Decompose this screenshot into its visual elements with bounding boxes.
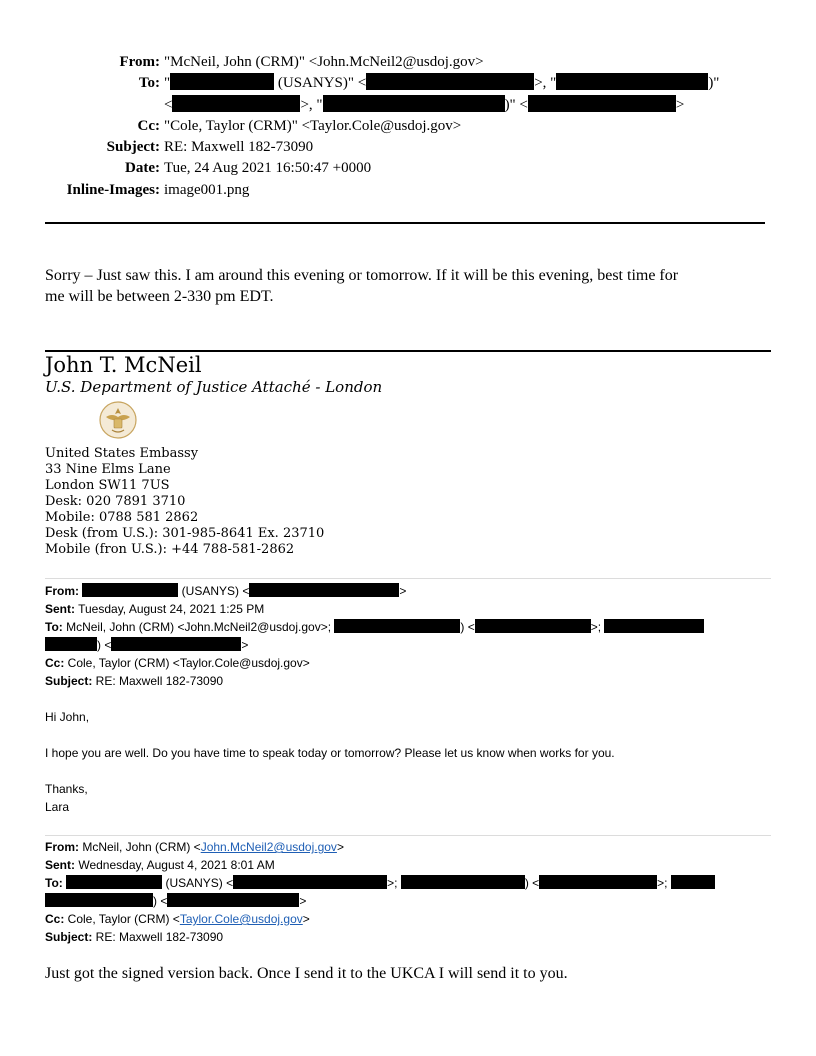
quoted-to-row (45, 874, 771, 892)
redaction-bar (539, 875, 657, 889)
to-text: (USANYS)" < (274, 75, 367, 92)
redaction-bar (556, 73, 708, 90)
header-cc-row (0, 116, 816, 137)
from-value: "McNeil, John (CRM)" <John.McNeil2@usdoj.gov> (164, 54, 484, 70)
quoted-to-text: >; (657, 876, 671, 890)
date-value: Tue, 24 Aug 2021 16:50:47 +0000 (164, 160, 372, 177)
message-line: Sorry – Just saw this. I am around this evening or tomorrow. If it will be this evening, best time for (45, 267, 679, 284)
quoted-cc-label: Cc: (45, 656, 65, 670)
address-line: Desk (from U.S.): 301-985-8641 Ex. 23710 (45, 526, 325, 541)
header-to-row-continued (0, 95, 816, 116)
quoted-to-text: ) < (153, 894, 168, 908)
to-value-line1 (164, 73, 719, 94)
quote-divider (45, 578, 771, 579)
to-text: >, " (300, 96, 323, 113)
header-date-row (0, 158, 816, 179)
redaction-bar (249, 583, 399, 597)
redaction-bar (82, 583, 178, 597)
quoted-from-text: > (336, 840, 344, 854)
quoted-subject-value: RE: Maxwell 182-73090 (92, 930, 224, 944)
quoted-to-text: McNeil, John (CRM) <John.McNeil2@usdoj.gov>; (62, 620, 335, 634)
signature-divider (45, 350, 771, 352)
redaction-bar (671, 875, 715, 889)
redaction-bar (66, 875, 162, 889)
redaction-bar (475, 619, 591, 633)
quoted-to-label: To: (45, 620, 63, 634)
email-header (0, 52, 816, 201)
redaction-bar (366, 73, 534, 90)
redaction-bar (170, 73, 274, 90)
redaction-bar (401, 875, 525, 889)
address-line: London SW11 7US (45, 478, 170, 493)
quoted-to-row (45, 618, 771, 636)
redaction-bar (233, 875, 387, 889)
quoted-from-row (45, 838, 771, 856)
address-line: Desk: 020 7891 3710 (45, 494, 186, 509)
quoted-to-text: >; (387, 876, 401, 890)
header-divider (45, 222, 765, 224)
cc-email-link[interactable]: Taylor.Cole@usdoj.gov (179, 912, 303, 926)
quoted-body: I hope you are well. Do you have time to speak today or tomorrow? Please let us know when works for you. (45, 746, 615, 760)
to-text: > (675, 96, 685, 113)
quoted-closing: Thanks, (45, 782, 88, 796)
quoted-message-2 (45, 838, 771, 946)
inline-images-value: image001.png (164, 181, 250, 198)
quoted-subject-label: Subject: (45, 674, 93, 688)
redaction-bar (172, 95, 300, 112)
quoted-to-row-continued (45, 636, 771, 654)
signature-address (45, 446, 324, 558)
address-line: United States Embassy (45, 446, 199, 461)
quoted-to-text: ) < (524, 876, 540, 890)
redaction-bar (45, 637, 97, 651)
quoted-from-text: > (399, 584, 407, 598)
subject-value: RE: Maxwell 182-73090 (164, 139, 314, 156)
signature-title: U.S. Department of Justice Attaché - London (45, 378, 383, 396)
quoted-cc-value: Cole, Taylor (CRM) <Taylor.Cole@usdoj.gov> (64, 656, 310, 670)
redaction-bar (528, 95, 676, 112)
redaction-bar (45, 893, 153, 907)
quote-divider (45, 835, 771, 836)
address-line: Mobile (fron U.S.): +44 788-581-2862 (45, 542, 295, 557)
redaction-bar (167, 893, 299, 907)
inline-images-label: Inline-Images: (66, 181, 160, 198)
sender-email-link[interactable]: John.McNeil2@usdoj.gov (200, 840, 337, 854)
header-from-row (0, 52, 816, 73)
redaction-bar (323, 95, 505, 112)
quoted-signoff: Lara (45, 800, 70, 814)
quoted-sent-value: Wednesday, August 4, 2021 8:01 AM (75, 858, 275, 872)
quoted-message-1 (45, 582, 771, 816)
date-label: Date: (125, 160, 160, 177)
quoted-subject-row (45, 672, 771, 690)
quoted-subject-value: RE: Maxwell 182-73090 (92, 674, 224, 688)
redaction-bar (604, 619, 704, 633)
quoted-from-text: McNeil, John (CRM) < (79, 840, 201, 854)
address-line: Mobile: 0788 581 2862 (45, 510, 199, 525)
quoted-sent-row (45, 600, 771, 618)
quoted-cc-label: Cc: (45, 912, 65, 926)
cc-value: "Cole, Taylor (CRM)" <Taylor.Cole@usdoj.gov> (164, 117, 462, 134)
header-subject-row (0, 137, 816, 158)
quoted-sent-label: Sent: (45, 602, 75, 616)
to-text: )" (708, 75, 720, 92)
to-text: < (164, 96, 173, 113)
quoted-to-label: To: (45, 876, 63, 890)
header-images-row (0, 180, 816, 201)
spacer (45, 762, 771, 780)
quoted-to-text: (USANYS) < (162, 876, 234, 890)
quoted-body: Just got the signed version back. Once I send it to the UKCA I will send it to you. (45, 965, 568, 982)
message-body (45, 265, 765, 307)
quoted-to-text: ) < (97, 638, 112, 652)
to-value-line2 (164, 95, 684, 116)
spacer (45, 690, 771, 708)
quoted-to-row-continued (45, 892, 771, 910)
quoted-subject-row (45, 928, 771, 946)
quoted-to-text: > (299, 894, 307, 908)
signature-name: John T. McNeil (45, 353, 202, 377)
quoted-to-text: >; (590, 620, 605, 634)
quoted-sent-value: Tuesday, August 24, 2021 1:25 PM (75, 602, 265, 616)
address-line: 33 Nine Elms Lane (45, 462, 171, 477)
spacer (45, 726, 771, 744)
quoted-cc-row (45, 654, 771, 672)
quoted-subject-label: Subject: (45, 930, 93, 944)
quoted-from-row (45, 582, 771, 600)
quoted-from-text: (USANYS) < (178, 584, 250, 598)
quoted-sent-label: Sent: (45, 858, 75, 872)
quoted-to-text: ) < (460, 620, 475, 634)
from-label: From: (119, 54, 160, 70)
to-label: To: (138, 75, 160, 92)
quoted-from-label: From: (45, 584, 79, 598)
quoted-from-label: From: (45, 840, 79, 854)
embassy-seal-icon (98, 400, 138, 440)
to-text: " (164, 75, 171, 92)
quoted-to-text: > (241, 638, 249, 652)
message-line: me will be between 2-330 pm EDT. (45, 288, 274, 305)
cc-label: Cc: (137, 117, 160, 134)
quoted-sent-row (45, 856, 771, 874)
quoted-greeting: Hi John, (45, 710, 90, 724)
header-to-row (0, 73, 816, 94)
quoted-cc-text: > (302, 912, 310, 926)
to-text: >, " (534, 75, 557, 92)
quoted-cc-text: Cole, Taylor (CRM) < (64, 912, 180, 926)
subject-label: Subject: (106, 139, 160, 156)
redaction-bar (334, 619, 460, 633)
redaction-bar (111, 637, 241, 651)
quoted-cc-row (45, 910, 771, 928)
to-text: )" < (504, 96, 528, 113)
